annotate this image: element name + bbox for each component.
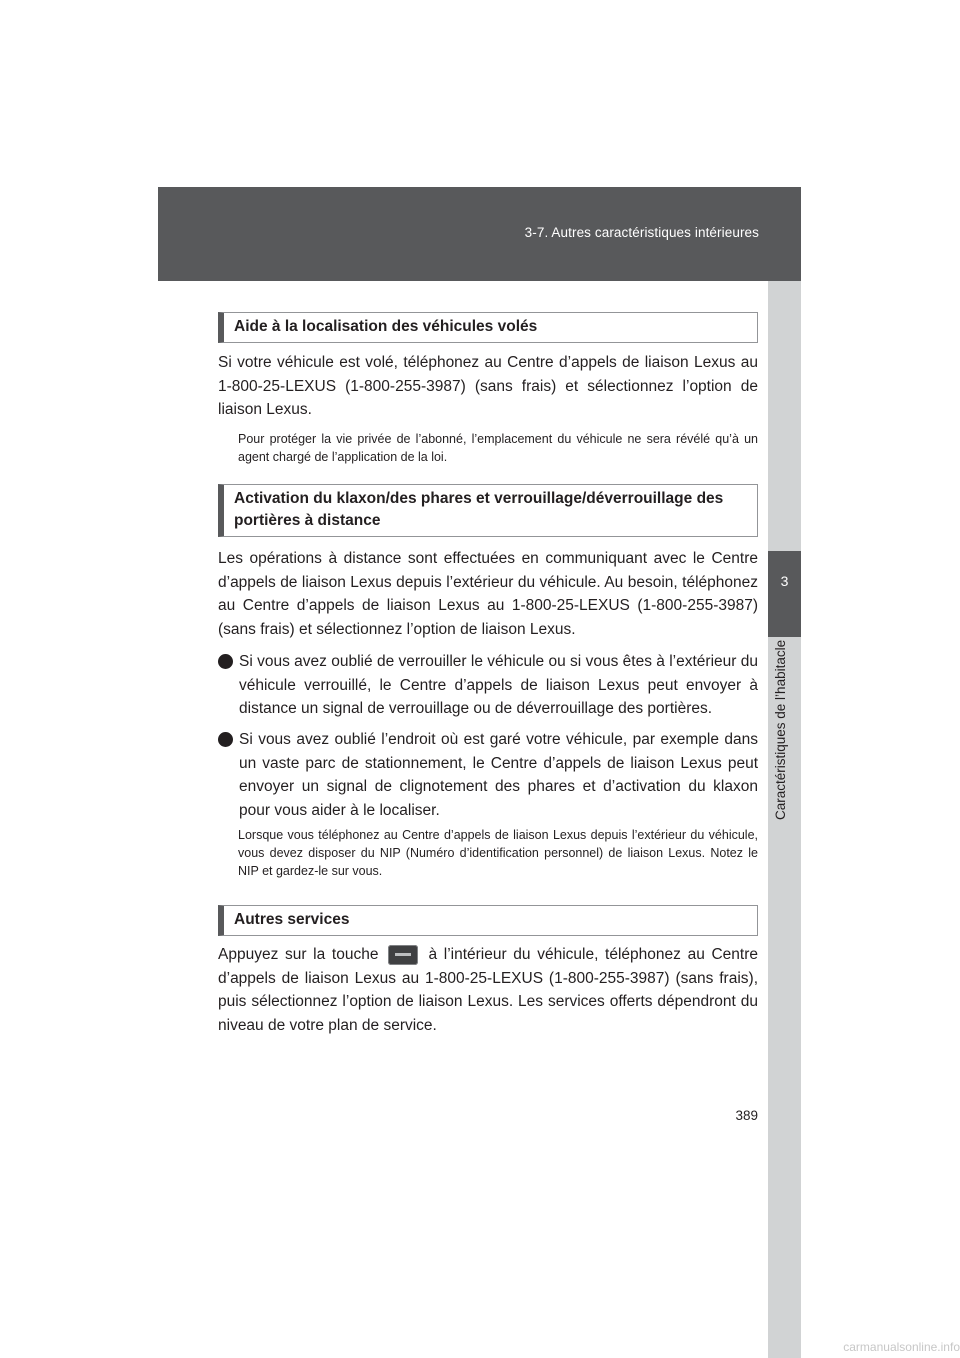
section-heading-stolen-vehicle: Aide à la localisation des véhicules volés — [218, 312, 758, 343]
body-text-after-icon: à l’intérieur du véhicule, téléphonez au Centre d’appels de liaison Lexus au 1-800-25-LEXUS (1-800-255-3987) (sans frais), puis sélectionnez l’option de liaison Lexus. Les services offerts dépendront du niveau de votre plan de service. — [218, 946, 759, 1034]
section-body-stolen-vehicle: Si votre véhicule est volé, téléphonez au Centre d’appels de liaison Lexus au 1-800-25-LEXUS (1-800-255-3987) (sans frais) et sélectionnez l’option de liaison Lexus. — [218, 354, 758, 418]
chapter-number: 3 — [780, 573, 789, 589]
section-heading-remote-operations: Activation du klaxon/des phares et verrouillage/déverrouillage des portières à distance — [218, 484, 758, 537]
bullet-item — [218, 728, 758, 822]
section-note-remote-operations: Lorsque vous téléphonez au Centre d’appels de liaison Lexus depuis l’extérieur du véhicule, vous devez disposer du NIP (Numéro d’identification personnel) de liaison Lexus. Notez le NIP et gardez-le sur vous. — [238, 828, 758, 878]
bullet-dot-icon — [218, 654, 233, 669]
bullet-text: Si vous avez oublié de verrouiller le véhicule ou si vous êtes à l’extérieur du véhicule verrouillé, le Centre d’appels de liaison Lexus peut envoyer à distance un signal de verrouillage ou de déverrouillage des portières. — [239, 653, 758, 717]
body-text-before-icon: Appuyez sur la touche — [218, 946, 379, 963]
watermark-text: carmanualsonline.info — [843, 1340, 960, 1354]
section-body-remote-operations: Les opérations à distance sont effectuées en communiquant avec le Centre d’appels de liaison Lexus depuis l’extérieur du véhicule. Au besoin, téléphonez au Centre d’appels de liaison Lexus au 1-800-25-LEXUS (1-800-255-3987) (sans frais) et sélectionnez l’option de liaison Lexus. — [218, 550, 758, 638]
chapter-label: Caractéristiques de l’habitacle — [773, 639, 788, 820]
chapter-number-tab — [768, 551, 801, 637]
section-title: 3-7. Autres caractéristiques intérieures — [524, 225, 759, 240]
bullet-item — [218, 650, 758, 721]
bullet-dot-icon — [218, 732, 233, 747]
section-heading-other-services: Autres services — [218, 905, 758, 936]
section-note-stolen-vehicle: Pour protéger la vie privée de l’abonné, l’emplacement du véhicule ne sera révélé qu’à un agent chargé de l’application de la loi. — [238, 432, 758, 464]
header-band — [158, 187, 801, 281]
service-button-icon — [388, 945, 418, 965]
section-body-other-services — [218, 943, 758, 1037]
bullet-text: Si vous avez oublié l’endroit où est garé votre véhicule, par exemple dans un vaste parc de stationnement, le Centre d’appels de liaison Lexus peut envoyer un signal de clignotement des phares et d’activation du klaxon pour vous aider à le localiser. — [239, 731, 758, 819]
page-number: 389 — [735, 1108, 758, 1123]
chapter-label-container — [770, 639, 800, 834]
